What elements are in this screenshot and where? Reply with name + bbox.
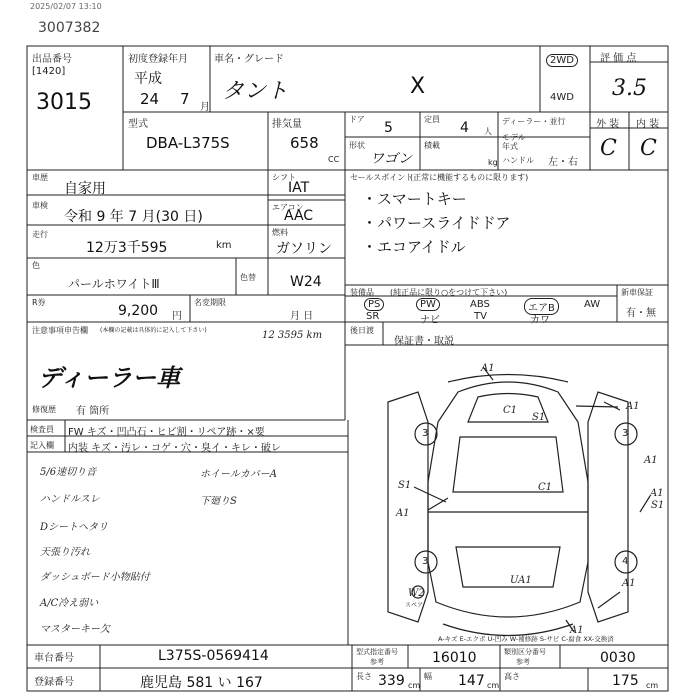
chassis-number: L375S-0569414 [158,648,269,664]
length-label: 長さ [356,672,372,681]
note-2: ハンドルスレ [40,494,100,505]
reg-year: 24 [140,90,160,108]
score-value: 3.5 [612,76,647,101]
class-ref: 参考 [516,658,530,666]
mark-a1-bottom: A1 [570,625,584,636]
tire-front-right: 3 [622,428,629,439]
sales-point-2: ・パワースライドドア [362,214,511,232]
month-unit: 月 [200,102,210,113]
cc-unit: CC [328,155,340,164]
fuel: ガソリン [276,241,332,257]
top-number: 3007382 [38,20,101,36]
grade: X [410,74,426,99]
color-code-label: 色替 [240,273,256,282]
grade-label: 車名・グレード [214,54,284,65]
int-score: C [640,136,657,161]
era: 平成 [134,71,162,87]
tire-front-left: 3 [422,428,429,439]
plate-number: 鹿児島 581 い 167 [140,675,263,691]
height-unit: cm [646,681,659,690]
drive-4wd: 4WD [550,92,574,103]
ac-label: エアコン [272,203,304,212]
score-label: 評 価 点 [600,53,637,64]
ac: AAC [284,208,314,224]
shaken-label: 車検 [32,201,48,210]
sales-point-3: ・エコアイドル [362,238,466,256]
mark-s1-right: S1 [651,500,665,511]
equip-sr: SR [366,311,380,322]
width: 147 [458,673,485,689]
use: 自家用 [64,181,106,197]
load-label: 積載 [424,141,440,150]
mark-s1-top: S1 [532,412,546,423]
equip-abs: ABS [470,299,490,310]
cap-label: 定員 [424,115,440,124]
new-car-warranty: 有・無 [626,308,656,319]
length: 339 [378,673,405,689]
inspector-label-1: 検査員 [30,425,54,434]
load-unit: kg [488,158,498,167]
lot-label: 出品番号 [32,54,72,65]
tire-rear-left: 3 [422,556,429,567]
use-label: 車歴 [32,173,48,182]
model-year-label: モデル年式 [502,133,526,151]
height-label: 高さ [504,672,520,681]
ext-score: C [600,136,617,161]
inspection-row-2: 内装 キズ・汚レ・コゲ・穴・臭イ・キレ・破レ [68,443,281,454]
class-label: 類別区分番号 [504,648,546,656]
note-1: 5/6速切り音 [40,467,97,478]
handle-label: ハンドル [502,156,534,165]
name-change: 月 日 [290,311,314,322]
color-label: 色 [32,261,40,270]
equip-airbag: エアB [524,298,559,315]
lot-number: 3015 [36,90,92,115]
mark-s1-left: S1 [398,480,412,491]
mark-ua1: UA1 [510,575,532,586]
mark-a1-right-2: A1 [644,455,658,466]
color-code: W24 [290,274,322,290]
km-unit: km [216,240,232,251]
shaken: 令和 9 年 7 月(30 日) [64,209,203,225]
disp-label: 排気量 [272,119,302,130]
notes-sub: (本欄の記載は具体的に記入して下さい) [100,327,207,334]
note-7: マスターキー欠 [40,624,110,635]
handle: 左・右 [548,157,578,168]
first-reg-label: 初度登録年月 [128,54,188,65]
drive-2wd: 2WD [546,54,578,67]
dealer-stamp: ディーラー車 [38,363,181,392]
note-underbody: 下廻りS [200,496,237,507]
cap-unit: 人 [484,127,492,136]
notes-mileage: 12 3595 km [262,330,323,341]
new-car-label: 新車保証 [621,288,653,297]
mark-a1-right-1: A1 [626,401,640,412]
mark-w2: W2 [408,588,425,599]
model-code: DBA-L375S [146,134,230,152]
note-wheel-cover: ホイールカバーA [200,469,278,480]
note-4: 天張り汚れ [40,547,90,558]
width-label: 幅 [424,672,432,681]
equip-pw: PW [416,298,440,311]
mark-c1-top: C1 [503,405,518,416]
note-3: Dシートヘタリ [40,522,109,533]
type-desig-ref: 参考 [370,658,384,666]
equip-aw: AW [584,299,601,310]
dealer-label: ディーラー・並行 [502,117,566,126]
repair-label: 修復歴 [32,405,56,414]
damage-legend: A-キズ E-エクボ U-凹み W-補修跡 S-サビ C-腐食 XX-交換済 [438,635,614,643]
equip-ps: PS [364,298,384,311]
shape: ワゴン [370,151,412,167]
width-unit: cm [487,681,500,690]
type-designation: 16010 [432,650,477,666]
color: パールホワイトⅢ [68,277,160,291]
note-5: ダッシュボード小物貼付 [40,572,150,583]
equipment-sub: (純正品に限り○をつけて下さい) [390,288,508,297]
height: 175 [612,673,639,689]
note-6: A/C冷え弱い [40,598,99,609]
yen-unit: 円 [172,311,182,322]
name-change-label: 名変期限 [194,298,226,307]
type-desig-label: 型式指定番号 [356,648,398,656]
int-label: 内 装 [636,119,660,130]
inspection-row-1: FW キズ・凹凸石・ヒビ割・リペア跡・×要 [68,427,265,438]
mark-a1-right-3: A1 [650,488,664,499]
plate-label: 登録番号 [34,677,74,688]
repair: 有 箇所 [76,406,110,417]
sales-point-1: ・スマートキー [362,190,467,208]
sales-label: セールスポイント [350,173,414,182]
ext-label: 外 装 [596,119,620,130]
sales-sub: (正常に機能するものに限ります) [410,173,529,182]
mark-a1-left: A1 [396,508,410,519]
after-label: 後日渡 [350,326,374,335]
reg-month: 7 [180,90,190,108]
capacity: 4 [460,120,469,136]
doors: 5 [384,120,393,136]
after-items: 保証書・取説 [394,336,454,347]
tire-rear-right: 4 [622,556,629,567]
shift: IAT [288,180,310,196]
class-number: 0030 [600,650,636,666]
door-label: ドア [349,115,365,124]
recycle-amount: 9,200 [118,303,159,319]
notes-label: 注意事項申告欄 [32,326,88,335]
displacement: 658 [290,134,319,152]
equip-navi: ナビ [420,315,440,326]
chassis-label: 車台番号 [34,653,74,664]
fuel-label: 燃料 [272,228,288,237]
car-name: タント [222,79,289,104]
equip-tv: TV [474,311,487,322]
length-unit: cm [408,681,421,690]
mark-c1-center: C1 [538,482,553,493]
shape-label: 形状 [349,141,365,150]
mark-a1-top: A1 [481,363,495,374]
model-label: 型式 [128,119,148,130]
mileage: 12万3千595 [86,240,168,256]
mark-a1-right-4: A1 [622,578,636,589]
shift-label: シフト [272,173,296,182]
equip-leather: カワ [530,315,550,326]
spare-label: スペア [405,602,424,609]
equipment-label: 装備品 [350,288,374,297]
print-timestamp: 2025/02/07 13:10 [30,2,102,11]
lot-sub: [1420] [32,66,66,77]
mileage-label: 走行 [32,230,48,239]
recycle-label: R券 [32,298,46,307]
inspector-label-2: 記入欄 [30,441,54,450]
